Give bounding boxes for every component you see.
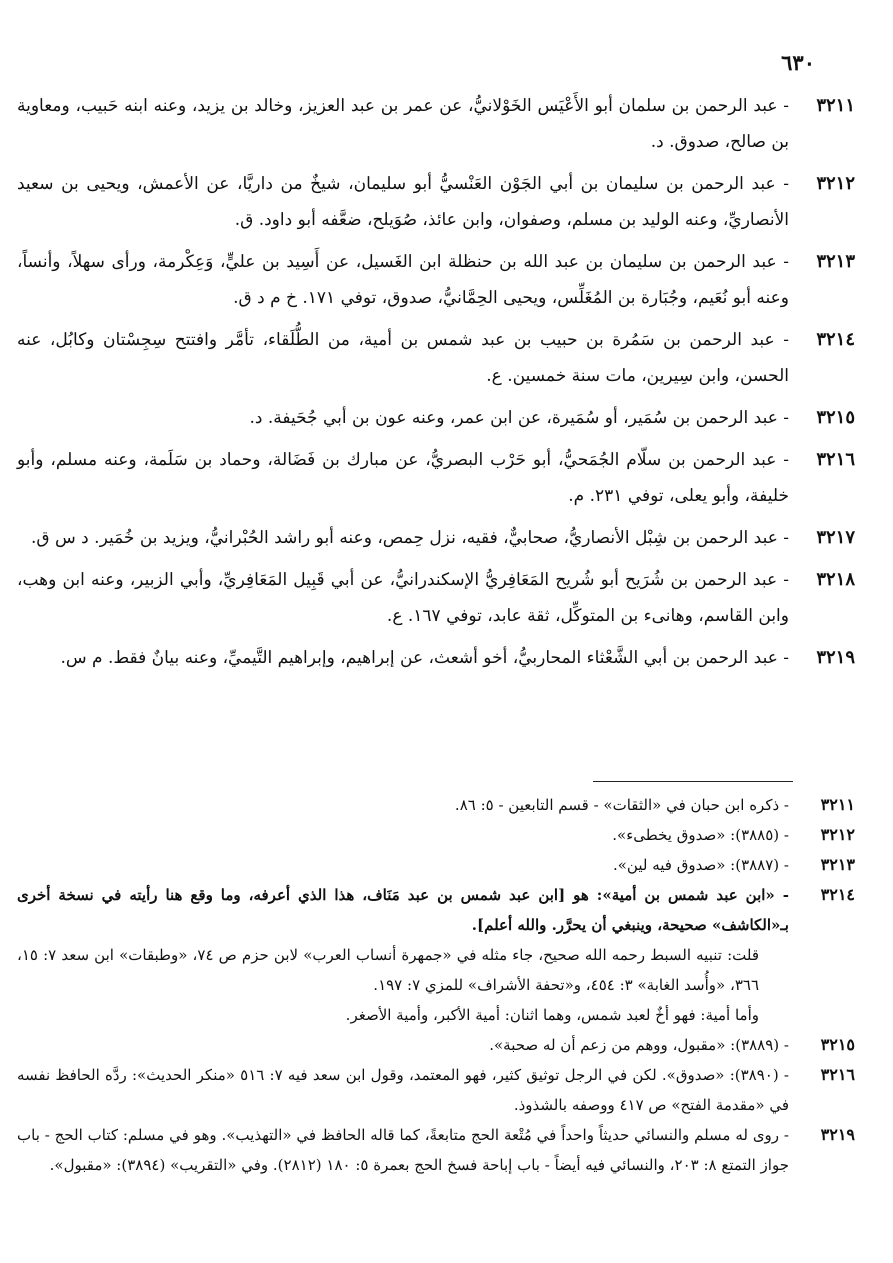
entry-text: - عبد الرحمن بن سلّام الجُمَحيُّ، أبو حَرْب البصريُّ، عن مبارك بن فَضَالة، وحماد بن سَلَمة، وعنه مسلم، وأبو خليفة، وأبو يعلى، توفي ٢٣١. م. — [17, 450, 789, 506]
biography-entry — [17, 244, 855, 316]
footnote — [17, 1030, 855, 1060]
entry-number: ٣٢١١ — [816, 95, 855, 116]
footnote — [17, 940, 837, 1000]
footnote-text: - ذكره ابن حبان في «الثقات» - قسم التابعين - ٥: ٨٦. — [454, 796, 789, 814]
footnote-text: - (٣٨٨٥): «صدوق يخطىء». — [612, 826, 789, 844]
footnote-number: ٣٢١٦ — [820, 1065, 855, 1084]
footnote-number: ٣٢١٤ — [820, 885, 855, 904]
footnote-text: - (٣٨٨٩): «مقبول، ووهم من زعم أن له صحبة». — [489, 1036, 789, 1054]
footnote — [17, 850, 855, 880]
biography-entries — [17, 88, 855, 682]
footnote — [17, 790, 855, 820]
entry-text: - عبد الرحمن بن سليمان بن عبد الله بن حنظلة ابن الغَسيل، عن أَسِيد بن عليٍّ، وَعِكْرمة، ورأى سهلاً، وأنساً، وعنه أبو نُعَيم، وجُبَارة بن المُغَلِّس، ويحيى الحِمَّانيُّ، صدوق، توفي ١٧١. خ م د ق. — [17, 252, 789, 308]
footnote-number: ٣٢١١ — [820, 795, 855, 814]
entry-text: - عبد الرحمن بن شِبْل الأنصاريُّ، صحابيٌّ، فقيه، نزل حِمص، وعنه أبو راشد الحُبْرانيُّ، ويزيد بن خُمَير. د س ق. — [31, 528, 789, 548]
entry-text: - عبد الرحمن بن شُرَيح أبو شُريح المَعَافِريُّ الإسكندرانيُّ، عن أبي قَبِيل المَعَافِريِّ، وأبي الزبير، وعنه ابن وهب، وابن القاسم، وهانىء بن المتوكِّل، ثقة عابد، توفي ١٦٧. ع. — [17, 570, 789, 626]
footnote-number: ٣٢١٣ — [820, 855, 855, 874]
entry-number: ٣٢١٢ — [816, 173, 855, 194]
footnotes — [17, 790, 855, 1180]
entry-number: ٣٢١٧ — [816, 527, 855, 548]
footnote-text: قلت: تنبيه السبط رحمه الله صحيح، جاء مثله في «جمهرة أنساب العرب» لابن حزم ص ٧٤، «وطبقات» ابن سعد ٧: ١٥، ٣٦٦، «وأُسد الغابة» ٣: ٤٥٤، و«تحفة الأشراف» للمزي ٧: ١٩٧. — [17, 946, 759, 994]
footnote — [17, 820, 855, 850]
footnote — [17, 1000, 837, 1030]
biography-entry — [17, 88, 855, 160]
footnote — [17, 1060, 855, 1120]
biography-entry — [17, 562, 855, 634]
entry-text: - عبد الرحمن بن سَمُرة بن حبيب بن عبد شمس بن أمية، من الطُّلَقاء، تأمَّر وافتتح سِجِسْتان وكابُل، عنه الحسن، وابن سِيرين، مات سنة خمسين. ع. — [17, 330, 789, 386]
footnote-text: - (٣٨٩٠): «صدوق». لكن في الرجل توثيق كثير، فهو المعتمد، وقول ابن سعد فيه ٧: ٥١٦ «منكر الحديث»: ردَّه الحافظ نفسه في «مقدمة الفتح» ص ٤١٧ ووصفه بالشذوذ. — [17, 1066, 789, 1114]
entry-number: ٣٢١٤ — [816, 329, 855, 350]
entry-number: ٣٢١٥ — [816, 407, 855, 428]
footnote-text: وأما أمية: فهو أخٌ لعبد شمس، وهما اثنان: أمية الأكبر، وأمية الأصغر. — [345, 1006, 759, 1024]
footnote-text: - (٣٨٨٧): «صدوق فيه لين». — [612, 856, 789, 874]
entry-text: - عبد الرحمن بن سلمان أبو الأَعْيَس الخَوْلانيُّ، عن عمر بن عبد العزيز، وخالد بن يزيد، وعنه ابنه حَبيب، ومعاوية بن صالح، صدوق. د. — [17, 96, 789, 152]
entry-number: ٣٢١٣ — [816, 251, 855, 272]
footnote-number: ٣٢١٢ — [820, 825, 855, 844]
footnote-text: - روى له مسلم والنسائي حديثاً واحداً في مُتْعة الحج متابعةً، كما قاله الحافظ في «التهذيب». وهو في مسلم: كتاب الحج - باب جواز التمتع ٨: ٢٠٣، والنسائي فيه أيضاً - باب إباحة فسخ الحج بعمرة ٥: ١٨٠ (٢٨١٢). وفي «التقريب» (٣٨٩٤): «مقبول». — [17, 1126, 789, 1174]
entry-number: ٣٢١٦ — [816, 449, 855, 470]
biography-entry — [17, 322, 855, 394]
biography-entry — [17, 166, 855, 238]
footnote — [17, 1120, 855, 1180]
entry-text: - عبد الرحمن بن أبي الشَّعْثاء المحاربيُّ، أخو أشعث، عن إبراهيم، وإبراهيم التَّيميِّ، وعنه بيانٌ فقط. م س. — [60, 648, 789, 668]
biography-entry — [17, 400, 855, 436]
footnote-separator — [593, 781, 793, 782]
footnote — [17, 880, 855, 940]
entry-text: - عبد الرحمن بن سُمَير، أو سُمَيرة، عن ابن عمر، وعنه عون بن أبي جُحَيفة. د. — [249, 408, 789, 428]
footnote-number: ٣٢١٩ — [820, 1125, 855, 1144]
biography-entry — [17, 640, 855, 676]
footnote-number: ٣٢١٥ — [820, 1035, 855, 1054]
entry-number: ٣٢١٨ — [816, 569, 855, 590]
entry-text: - عبد الرحمن بن سليمان بن أبي الجَوْن العَنْسيُّ أبو سليمان، شيخٌ من داريَّا، عن الأعمش، ويحيى بن سعيد الأنصاريِّ، وعنه الوليد بن مسلم، وصفوان، وابن عائذ، صُوَيلح، ضعَّفه أبو داود. ق. — [17, 174, 789, 230]
page-number: ٦٣٠ — [781, 50, 815, 75]
entry-number: ٣٢١٩ — [816, 647, 855, 668]
footnote-text: - «ابن عبد شمس بن أمية»: هو [ابن عبد شمس بن عبد مَنَاف، هذا الذي أعرفه، وما وقع هنا رأيته في نسخة أخرى بـ«الكاشف» صحيحة، وينبغي أن يحرَّر. والله أعلم]. — [17, 886, 789, 934]
biography-entry — [17, 520, 855, 556]
biography-entry — [17, 442, 855, 514]
